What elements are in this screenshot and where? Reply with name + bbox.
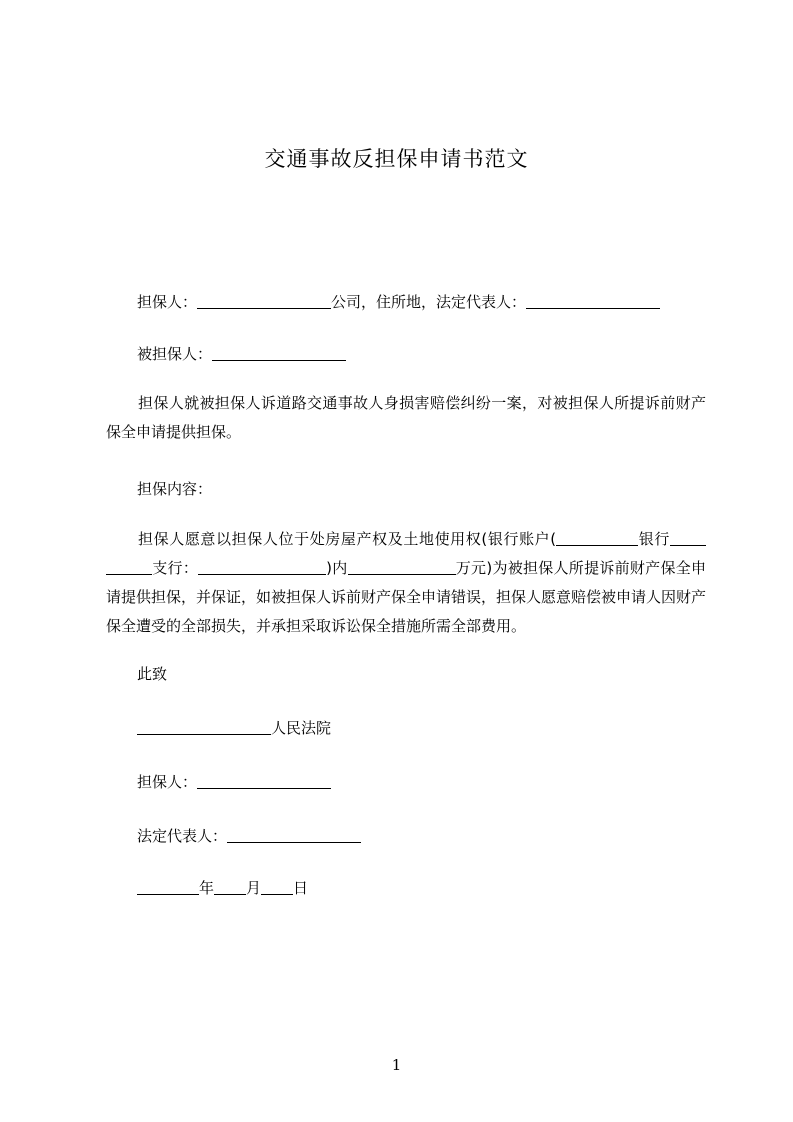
legal-representative-blank (526, 293, 660, 309)
guaranteed-name-blank (212, 345, 346, 361)
year-blank (137, 879, 199, 895)
guaranteed-party-line (137, 344, 346, 364)
signature-guarantor-blank (197, 773, 331, 789)
page-number: 1 (391, 1056, 402, 1074)
content-part-2: 银行 (638, 530, 670, 548)
salutation: 此致 (137, 665, 168, 683)
content-part-1: 担保人愿意以担保人位于处房屋产权及土地使用权(银行账户( (138, 530, 557, 548)
guarantor-line (137, 292, 660, 312)
date-year-label: 年 (199, 879, 215, 897)
court-line (137, 718, 331, 738)
date-line (137, 878, 308, 898)
guaranteed-label: 被担保人： (137, 345, 213, 363)
company-suffix: 公司，住所地，法定代表人： (331, 293, 527, 311)
intro-paragraph: 担保人就被担保人诉道路交通事故人身损害赔偿纠纷一案，对被担保人所提诉前财产保全申请提供担保。 (106, 394, 706, 441)
content-part-3: 支行： (152, 559, 199, 577)
account-number-blank (198, 559, 326, 575)
signature-representative-label: 法定代表人： (137, 827, 228, 845)
signature-guarantor-label: 担保人： (137, 773, 198, 791)
bank-name-blank (556, 530, 638, 546)
branch-prefix-blank (670, 530, 706, 546)
date-month-label: 月 (246, 879, 262, 897)
amount-blank (348, 559, 456, 575)
content-part-5: 万元)为被担保人所提诉前财产保全申请提供担保，并保证，如被担保人诉前财产保全申请错误，担保人愿意赔偿被申请人因财产保全遭受的全部损失，并承担采取诉讼保全措施所需全部费用。 (106, 559, 707, 635)
signature-representative-blank (227, 827, 361, 843)
content-paragraph (106, 525, 706, 641)
signature-representative-line (137, 826, 361, 846)
content-heading: 担保内容： (137, 480, 213, 498)
guarantor-name-blank (197, 293, 331, 309)
court-suffix: 人民法院 (271, 719, 332, 737)
court-name-blank (137, 719, 271, 735)
date-day-label: 日 (293, 879, 309, 897)
month-blank (214, 879, 246, 895)
guarantor-label: 担保人： (137, 293, 198, 311)
branch-name-blank (106, 559, 152, 575)
day-blank (261, 879, 293, 895)
document-title: 交通事故反担保申请书范文 (264, 147, 529, 171)
content-part-4: )内 (326, 559, 348, 577)
signature-guarantor-line (137, 772, 331, 792)
